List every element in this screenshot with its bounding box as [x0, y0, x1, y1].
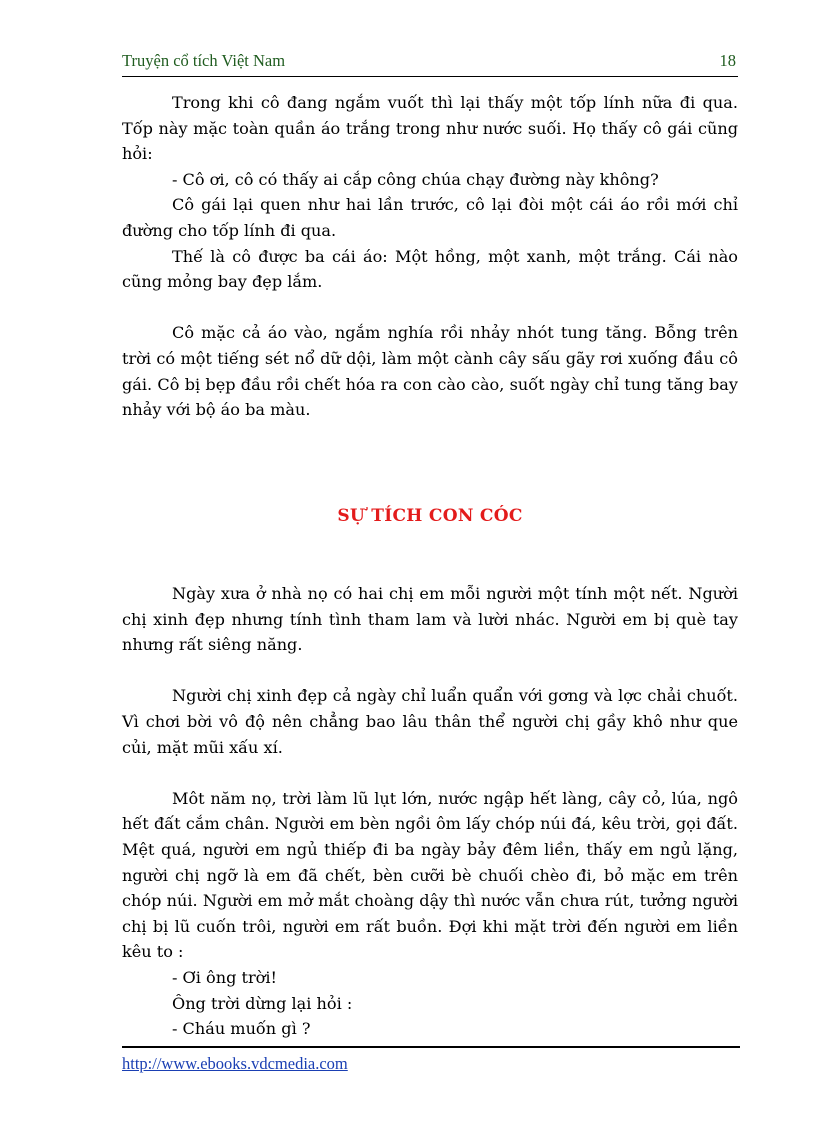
paragraph: - Cháu muốn gì ? [172, 1019, 311, 1039]
paragraph: - Cô ơi, cô có thấy ai cắp công chúa chạy đường này không? [172, 169, 659, 189]
paragraph: Môt năm nọ, trời làm lũ lụt lớn, nước ngập hết làng, cây cỏ, lúa, ngô hết đất cắm chân. Người em bèn ngồi ôm lấy chóp núi đá, kêu trời, gọi đất. Mệt quá, người em ngủ thiếp đi ba ngày bảy đêm liền, thấy em ngủ lặng, người chị ngỡ là em đã chết, bèn cưỡi bè chuối chèo đi, bỏ mặc em trên chóp núi. Người em mở mắt choàng dậy thì nước vẫn chưa rút, tưởng người chị bị lũ cuốn trôi, người em rất buồn. Đợi khi mặt trời đến người em liền kêu to : [122, 788, 738, 962]
story-title: SỰ TÍCH CON CÓC [337, 506, 523, 526]
footer-link[interactable]: http://www.ebooks.vdcmedia.com [122, 1054, 348, 1073]
paragraph: - Ơi ông trời! [172, 967, 277, 987]
paragraph: Người chị xinh đẹp cả ngày chỉ luẩn quẩn với gơng và lợc chải chuốt. Vì chơi bời vô độ nên chẳng bao lâu thân thể người chị gầy khô như que củi, mặt mũi xấu xí. [122, 686, 738, 757]
story-body [122, 581, 738, 1042]
story-continuation [122, 90, 738, 423]
paragraph: Ngày xưa ở nhà nọ có hai chị em mỗi người một tính một nết. Người chị xinh đẹp nhưng tính tình tham lam và lười nhác. Người em bị què tay nhưng rất siêng năng. [122, 584, 738, 655]
page-number: 18 [719, 51, 736, 70]
paragraph: Trong khi cô đang ngắm vuốt thì lại thấy một tốp lính nữa đi qua. Tốp này mặc toàn quần áo trắng trong như nước suối. Họ thấy cô gái cũng hỏi: [122, 93, 738, 164]
book-title: Truyện cổ tích Việt Nam [122, 51, 286, 70]
paragraph: Cô gái lại quen như hai lần trước, cô lại đòi một cái áo rồi mới chỉ đường cho tốp lính đi qua. [122, 195, 738, 240]
page-header [122, 50, 738, 77]
footer-divider [122, 1046, 740, 1048]
paragraph: Ông trời dừng lại hỏi : [172, 993, 353, 1013]
paragraph: Cô mặc cả áo vào, ngắm nghía rồi nhảy nhót tung tăng. Bỗng trên trời có một tiếng sét nổ dữ dội, làm một cành cây sấu gãy rơi xuống đầu cô gái. Cô bị bẹp đầu rồi chết hóa ra con cào cào, suốt ngày chỉ tung tăng bay nhảy với bộ áo ba màu. [122, 323, 738, 420]
paragraph: Thế là cô được ba cái áo: Một hồng, một xanh, một trắng. Cái nào cũng mỏng bay đẹp lắm. [122, 246, 738, 292]
